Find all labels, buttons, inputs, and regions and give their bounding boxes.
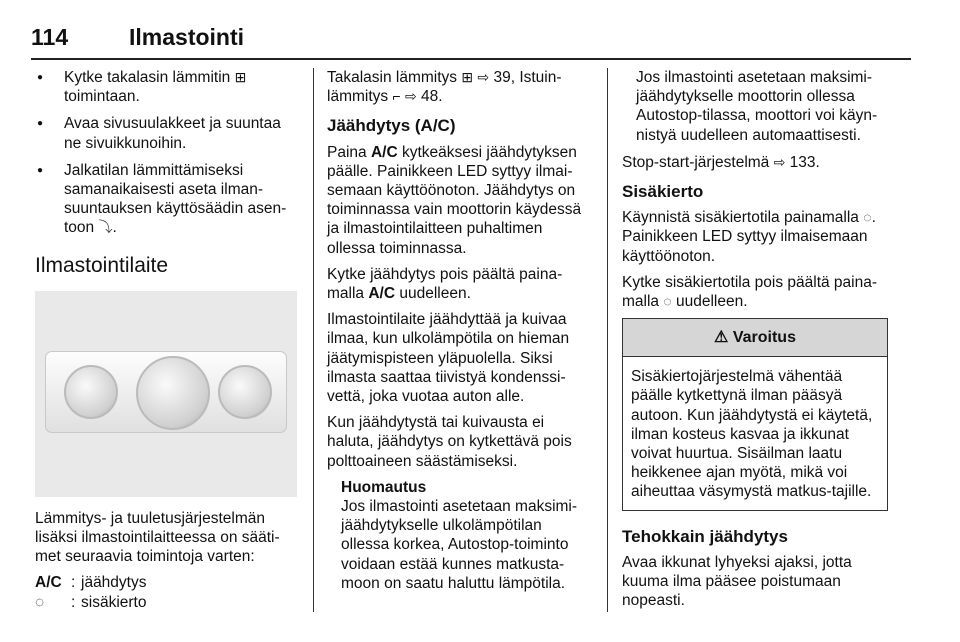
rear-window-heater-icon: ⊞ [234,69,247,85]
page-title: Ilmastointi [129,24,245,50]
list-item: ● Avaa sivusuulakkeet ja suuntaa ne sivuikkunoihin. [35,114,297,152]
paragraph: Käynnistä sisäkiertotila painamalla ◌. Painikkeen LED syttyy ilmaisemaan käyttöönoton. [622,209,876,265]
page-header [31,20,911,60]
legend-text: jäähdytys [81,574,147,592]
paragraph: Kun jäähdytystä tai kuivausta ei haluta, jäähdytys on kytkettävä pois polttoaineen säästämiseksi. [327,414,572,470]
reference-arrow-icon: ⇨ [773,153,786,170]
column-2 [327,68,593,593]
fan-knob [64,365,118,419]
reference-arrow-icon: ⇨ [404,88,417,105]
climate-control-panel-image [35,291,297,497]
legend-key: A/C [35,574,62,592]
heading-recirculation: Sisäkierto [622,182,704,202]
page-number: 114 [31,24,69,50]
control-plate [45,351,287,433]
warning-body: Sisäkiertojärjestelmä vähentää päälle kytkettynä ilman pääsyä autoon. Kun jäähdytystä ei käytetä, ilman kosteus kasvaa ja ikkunat voivat huurtua. Sisäilman laatu heikkenee ajan myötä, mikä voi aiheuttaa väsymystä matkus-tajille. [631,368,873,501]
reference-paragraph: Takalasin lämmitys ⊞ ⇨ 39, Istuin-lämmitys ⌐ ⇨ 48. [327,69,562,106]
reference-arrow-icon: ⇨ [477,69,490,85]
air-distribution-foot-icon: ⤵ [98,219,113,236]
recirculation-icon: ◌ [663,293,672,310]
legend: A/C : jäähdytys ◌ : sisäkierto [35,573,297,611]
intro-paragraph: Lämmitys- ja tuuletusjärjestelmän lisäksi ilmastointilaitteessa on sääti-met seuraavia toimintoja varten: [35,509,280,566]
paragraph: Kytke sisäkiertotila pois päältä paina-malla ◌ uudelleen. [622,273,878,311]
column-1 [35,68,297,612]
note-title: Huomautus [341,478,427,496]
column-divider [607,68,608,612]
paragraph: Ilmastointilaite jäähdyttää ja kuivaa ilmaa, kun ulkolämpötila on hieman jäätymispisteen yläpuolella. Siksi ilmasta saattaa tiivistyä kondenssi-vettä, joka vuotaa auton alle. [327,311,570,406]
note-continued: Jos ilmastointi asetetaan maksimi-jäähdytykselle moottorin ollessa Autostop-tilassa, moottori voi käyn-nistyä uudelleen automaattisesti. [636,69,878,144]
warning-header [623,319,887,357]
note-body: Jos ilmastointi asetetaan maksimi-jäähdytykselle ulkolämpötilan ollessa korkea, Autostop-toiminto voidaan estää kunnes matkusta-moon on saatu haluttu lämpötila. [341,498,578,592]
column-divider [313,68,314,612]
note [327,478,593,593]
heading-cooling: Jäähdytys (A/C) [327,116,456,136]
warning-title: Varoitus [732,329,796,347]
list-item: ● Kytke takalasin lämmitin ⊞ toimintaan. [35,68,297,106]
recirculation-icon: ◌ [35,593,45,611]
section-title: Ilmastointilaite [35,253,169,277]
warning-triangle-icon: ⚠ [714,329,729,347]
paragraph: Avaa ikkunat lyhyeksi ajaksi, jotta kuuma ilma pääsee poistumaan nopeasti. [622,553,852,610]
column-3 [622,68,888,617]
recirculation-icon: ◌ [863,209,872,226]
seat-heater-icon: ⌐ [392,88,401,105]
rear-window-heater-icon: ⊞ [461,69,474,85]
warning-box [622,318,888,510]
heading-max-cooling: Tehokkain jäähdytys [622,526,788,546]
list-item: ● Jalkatilan lämmittämiseksi samanaikaisesti aseta ilman-suuntauksen käyttösäädin asen-toon ⤵. [35,161,297,238]
paragraph: Kytke jäähdytys pois päältä paina-malla A/C uudelleen. [327,265,563,303]
reference-paragraph: Stop-start-järjestelmä ⇨ 133. [622,153,820,171]
temperature-knob [136,356,210,430]
air-distribution-knob [218,365,272,419]
paragraph: Paina A/C kytkeäksesi jäähdytyksen päälle. Painikkeen LED syttyy ilmai-semaan käyttöönoton. Jäähdytys on toiminnassa vain moottorin käydessä ja ilmastointilaitteen puhaltimen ollessa toiminnassa. [327,143,582,257]
legend-text: sisäkierto [81,593,147,611]
